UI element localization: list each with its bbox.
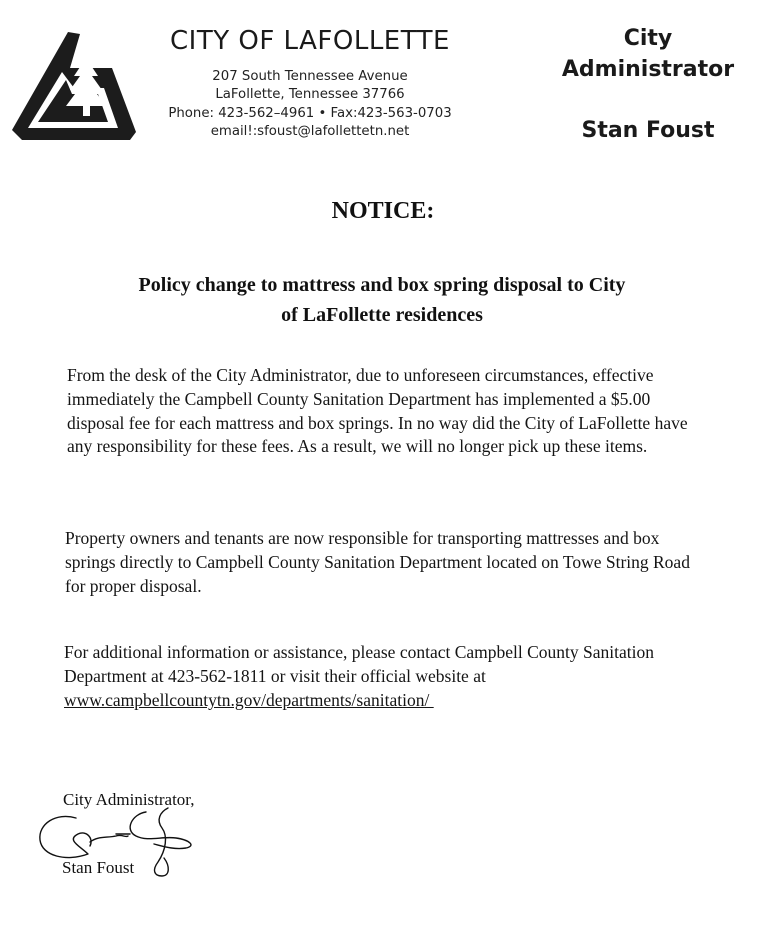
paragraph-disposal-responsibility: Property owners and tenants are now responsible for transporting mattresses and box springs directly to Campbell County Sanitation Department located on Towe String Road for proper disposal. [65,528,690,596]
paragraph-fee-announcement: From the desk of the City Administrator, due to unforeseen circumstances, effective immediately the Campbell County Sanitation Department has implemented a $5.00 disposal fee for each mattress and box springs. In no way did the City of LaFollette have any responsibility for these fees. As a result, we will no longer pick up these items. [67,365,688,457]
city-logo-icon [8,28,138,144]
admin-title-line-1: City [623,26,673,51]
closing-title: City Administrator, [63,790,195,809]
email-address: email!:sfoust@lafollettetn.net [210,124,410,139]
notice-heading: NOTICE: [331,198,435,224]
signer-name: Stan Foust [62,858,135,877]
city-name: CITY OF LAFOLLETTE [170,26,450,56]
admin-title-line-2: Administrator [561,57,735,82]
admin-name: Stan Foust [581,118,715,143]
notice-subject: Policy change to mattress and box spring disposal to City of LaFollette residences [138,274,626,326]
sanitation-website-link[interactable]: www.campbellcountytn.gov/departments/sanitation/ [64,690,434,710]
phone-fax: Phone: 423-562–4961 • Fax:423-563-0703 [168,106,452,121]
paragraph-contact-info: For additional information or assistance, please contact Campbell County Sanitation Department at 423-562-1811 or visit their official website at [64,642,655,686]
address-line-2: LaFollette, Tennessee 37766 [215,87,405,102]
address-line-1: 207 South Tennessee Avenue [212,69,408,84]
